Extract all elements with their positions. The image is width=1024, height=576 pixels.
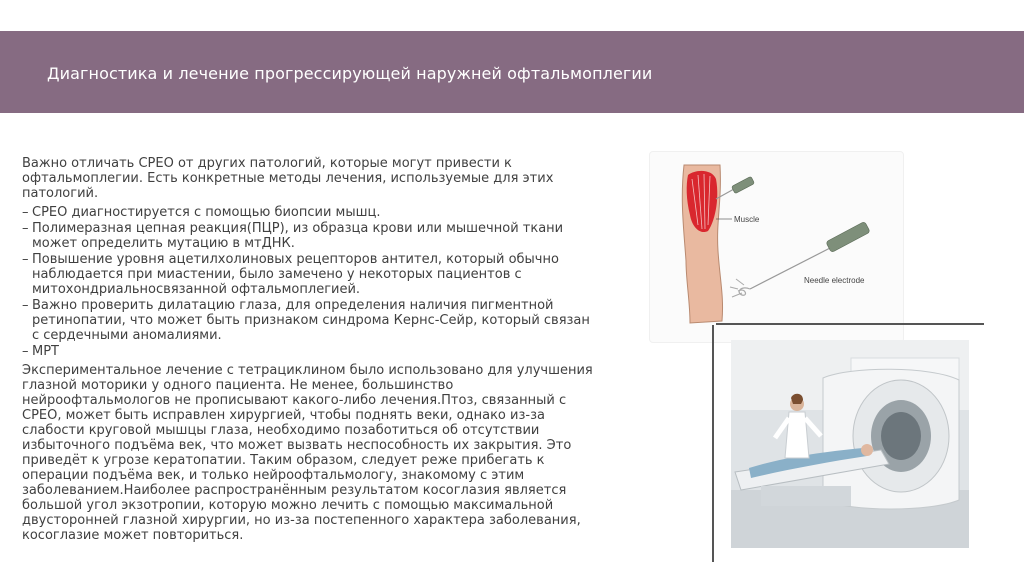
small-needle-icon — [716, 176, 755, 199]
frame-line-left — [712, 325, 714, 562]
list-item: – CPEO диагностируется с помощью биопсии мышц. — [22, 205, 381, 220]
bullet-dash: – — [22, 252, 29, 267]
mri-scanner-photo — [731, 340, 969, 548]
list-item: – Полимеразная цепная реакция(ПЦР), из образца крови или мышечной ткани может определить мутацию в мтДНК. — [22, 221, 564, 251]
diagnosis-list — [22, 205, 600, 359]
content-text-block — [22, 156, 600, 547]
treatment-paragraph: Экспериментальное лечение с тетрациклином было использовано для улучшения глазной моторики у одного пациента. Не менее, большинство нейроофтальмологов не прописывают какого-либо лечения.Птоз, связанный с CPEO, может быть исправлен хирургией, чтобы поднять веки, однако из-за слабости круговой мышцы глаза, необходимо позаботиться об отсутствии избыточного подъёма век, что может вызвать неспособность их закрытия. Это приведёт к угрозе кератопатии. Таким образом, следует реже прибегать к операции подъёма век, и только нейроофтальмологу, знакомому с этим заболеванием.Наиболее распространённым результатом косоглазия является большой угол экзотропии, которую можно лечить с помощью максимальной двусторонней глазной хирургии, но из-за постепенного характера заболевания, косоглазие может повториться. — [22, 363, 593, 543]
needle-label: Needle electrode — [804, 276, 865, 285]
bullet-dash: – — [22, 298, 29, 313]
needle-electrode-icon — [730, 221, 870, 297]
list-item: – Важно проверить дилатацию глаза, для определения наличия пигментной ретинопатии, что может быть признаком синдрома Кернс-Сейр, который связан с сердечными аномалиями. — [22, 298, 590, 343]
muscle-label: Muscle — [734, 215, 760, 224]
intro-paragraph: Важно отличать CPEO от других патологий, которые могут привести к офтальмоплегии. Есть конкретные методы лечения, используемые для этих патологий. — [22, 156, 554, 201]
bullet-dash: – — [22, 344, 29, 359]
list-item: – Повышение уровня ацетилхолиновых рецепторов антител, который обычно наблюдается при миастении, было замечено у некоторых пациентов с митохондриальносвязанной офтальмоплегией. — [22, 252, 559, 297]
bullet-dash: – — [22, 205, 29, 220]
slide-title: Диагностика и лечение прогрессирующей наружней офтальмоплегии — [47, 64, 653, 83]
muscle-biopsy-illustration — [676, 161, 886, 331]
list-item: – МРТ — [22, 344, 59, 359]
frame-line-top — [716, 323, 984, 325]
bullet-dash: – — [22, 221, 29, 236]
